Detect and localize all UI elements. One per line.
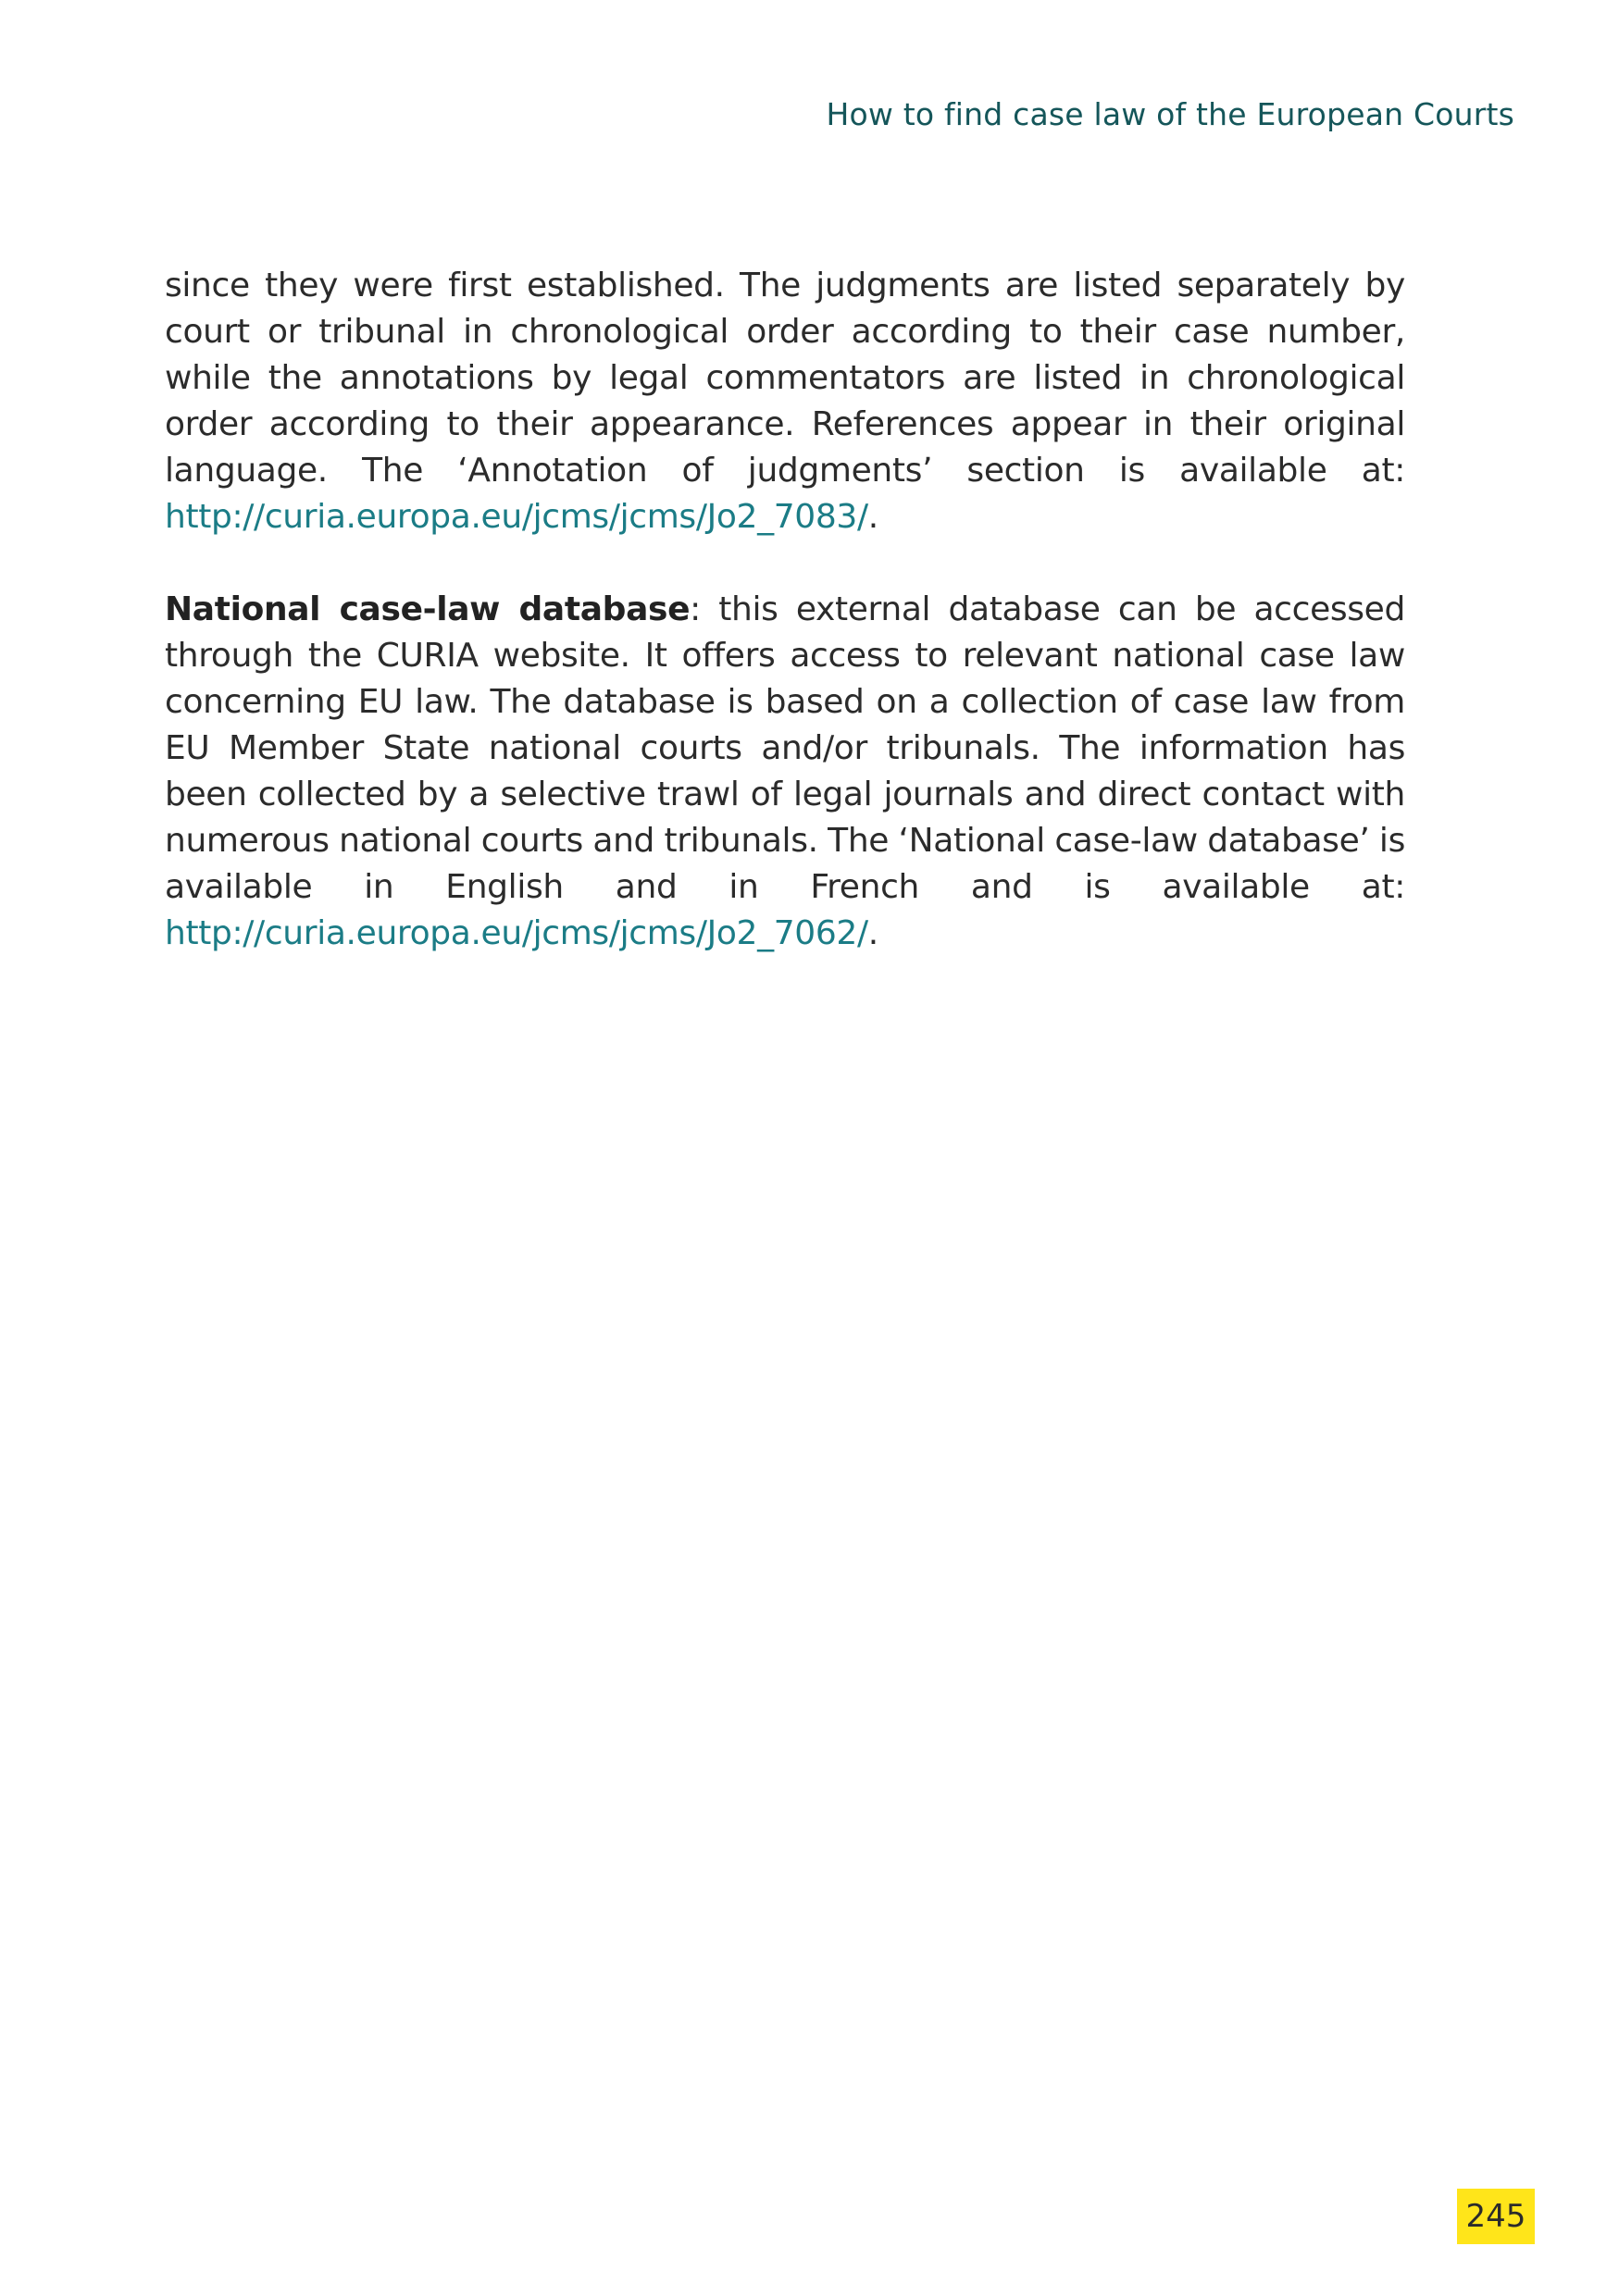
section-term: National case-law database	[165, 590, 691, 628]
page-number: 245	[1457, 2189, 1535, 2244]
body-text	[165, 263, 1405, 1003]
paragraph-annotations	[165, 263, 1405, 540]
paragraph-text: : this external database can be accessed through the CURIA website. It offers access to relevant national case law concerning EU law. The database is based on a collection of case law from EU Member State national courts and/or tribunals. The information has been collected by a selective trawl of legal journals and direct contact with numerous national courts and tribunals. The ‘National case-law database’ is available in English and in French and is available at:	[165, 590, 1405, 906]
paragraph-national-database	[165, 587, 1405, 957]
national-database-link[interactable]: http://curia.europa.eu/jcms/jcms/Jo2_7062/	[165, 914, 868, 952]
paragraph-end: .	[867, 914, 878, 952]
paragraph-end: .	[867, 498, 878, 536]
paragraph-text: since they were first established. The judgments are listed separately by court or tribunal in chronological order according to their case number, while the annotations by legal commentators are listed in chronological order according to their appearance. References appear in their original language. The ‘Annotation of judgments’ section is available at:	[165, 267, 1405, 490]
annotation-link[interactable]: http://curia.europa.eu/jcms/jcms/Jo2_7083/	[165, 498, 868, 536]
running-header-title: How to find case law of the European Courts	[826, 96, 1514, 132]
